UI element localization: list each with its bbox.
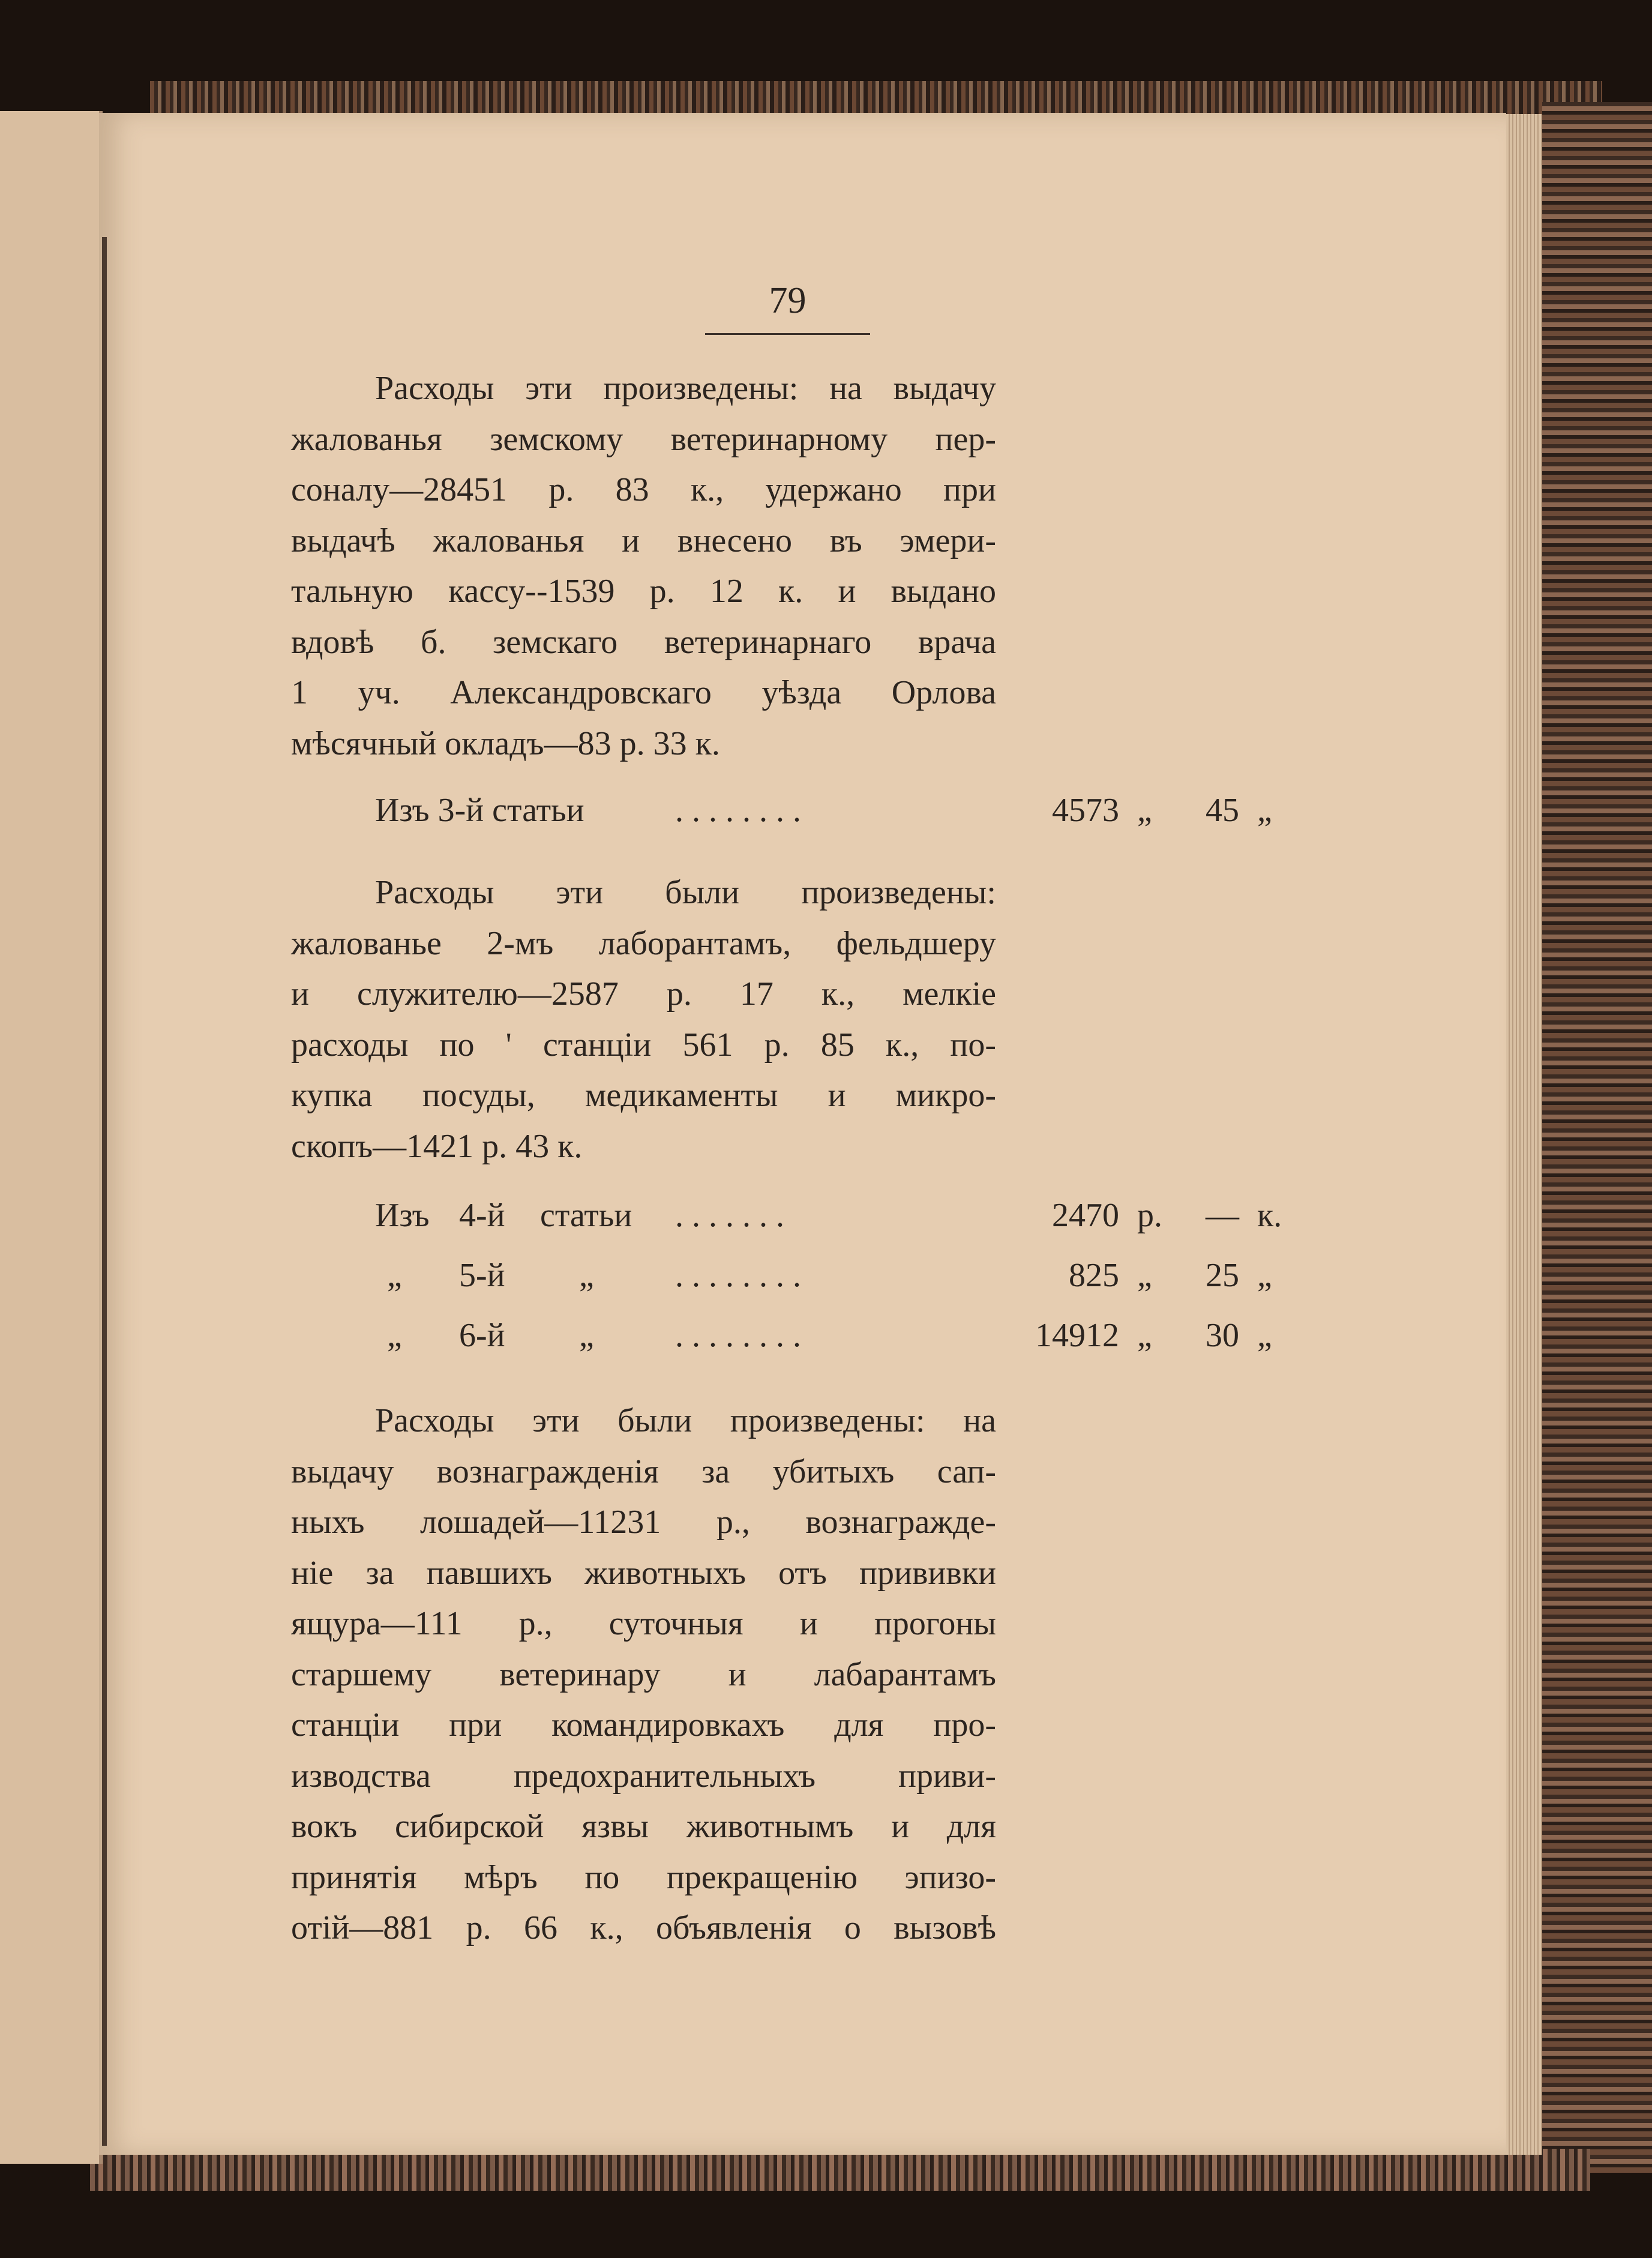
- row-kopecks: 25: [1206, 1257, 1239, 1294]
- row-prefix: „: [387, 1317, 402, 1354]
- row-unit: „: [1257, 1257, 1272, 1294]
- paragraph-line: ящура—111 р., суточныя и прогоны: [291, 1605, 996, 1642]
- row-kopecks: —: [1206, 1197, 1239, 1234]
- paragraph-line: 1 уч. Александровскаго уѣзда Орлова: [291, 674, 996, 711]
- row-amount: 825: [1069, 1257, 1119, 1294]
- paragraph-line: Расходы эти были произведены:: [375, 874, 996, 911]
- paragraph-line: станціи при командировкахъ для про-: [291, 1706, 996, 1744]
- paragraph-line: расходы по ' станціи 561 р. 85 к., по-: [291, 1026, 996, 1064]
- row-unit: р.: [1137, 1197, 1162, 1234]
- paragraph-3: [291, 1395, 996, 1954]
- paragraph-line: жалованье 2-мъ лаборантамъ, фельдшеру: [291, 924, 996, 962]
- row-amount: 4573: [1052, 792, 1119, 829]
- row-unit: „: [1137, 792, 1152, 829]
- paragraph-line: выдачу вознагражденія за убитыхъ сап-: [291, 1453, 996, 1490]
- book-cover-edge-right: [1542, 102, 1652, 2173]
- paragraph-line: мѣсячный окладъ—83 р. 33 к.: [291, 724, 720, 762]
- row-amount: 2470: [1052, 1197, 1119, 1234]
- paragraph-line: вдовѣ б. земскаго ветеринарнаго врача: [291, 623, 996, 661]
- paragraph-line: Расходы эти были произведены: на: [375, 1402, 996, 1439]
- row-unit: „: [1137, 1317, 1152, 1354]
- paragraph-line: отій—881 р. 66 к., объявленія о вызовѣ: [291, 1909, 996, 1946]
- row-unit: „: [1137, 1257, 1152, 1294]
- row-amount: 14912: [1035, 1317, 1119, 1354]
- paragraph-line: Расходы эти произведены: на выдачу: [375, 370, 996, 407]
- row-label: Изъ 3-й статьи: [375, 792, 584, 829]
- left-page-sliver: [0, 111, 103, 2164]
- page-number-rule: [705, 333, 870, 335]
- paragraph-line: купка посуды, медикаменты и микро-: [291, 1077, 996, 1114]
- paragraph-line: и служителю—2587 р. 17 к., мелкіе: [291, 975, 996, 1013]
- paragraph-line: ніе за павшихъ животныхъ отъ прививки: [291, 1554, 996, 1592]
- row-word: статьи: [540, 1197, 632, 1234]
- row-number: 5-й: [459, 1257, 505, 1294]
- binding-gutter: [102, 237, 107, 2146]
- row-kopecks: 45: [1206, 792, 1239, 829]
- expense-row-stat3: [291, 786, 1287, 834]
- paragraph-line: жалованья земскому ветеринарному пер-: [291, 420, 996, 458]
- row-dots: . . . . . . . .: [675, 1317, 801, 1354]
- row-kopecks: 30: [1206, 1317, 1239, 1354]
- paragraph-line: старшему ветеринару и лабарантамъ: [291, 1655, 996, 1693]
- page-stack-edges: [1506, 114, 1542, 2155]
- row-unit: к.: [1257, 1197, 1282, 1234]
- row-word: „: [579, 1257, 594, 1294]
- paragraph-1: [291, 363, 996, 769]
- paragraph-line: принятія мѣръ по прекращенію эпизо-: [291, 1858, 996, 1896]
- row-unit: „: [1257, 792, 1272, 829]
- paragraph-line: скопъ—1421 р. 43 к.: [291, 1127, 583, 1165]
- expense-row: [291, 1311, 1287, 1359]
- paragraph-2: [291, 867, 996, 1172]
- paragraph-line: изводства предохранительныхъ приви-: [291, 1757, 996, 1795]
- row-prefix: Изъ: [375, 1197, 430, 1234]
- paragraph-line: выдачѣ жалованья и внесено въ эмери-: [291, 522, 996, 559]
- expense-row: [291, 1251, 1287, 1299]
- paragraph-line: вокъ сибирской язвы животнымъ и для: [291, 1808, 996, 1845]
- paragraph-line: соналу—28451 р. 83 к., удержано при: [291, 471, 996, 508]
- row-number: 6-й: [459, 1317, 505, 1354]
- paragraph-line: ныхъ лошадей—11231 р., вознагражде-: [291, 1504, 996, 1541]
- row-word: „: [579, 1317, 594, 1354]
- row-prefix: „: [387, 1257, 402, 1294]
- paragraph-line: тальную кассу--1539 р. 12 к. и выдано: [291, 573, 996, 610]
- row-dots: . . . . . . . .: [675, 1257, 801, 1294]
- book-edge-bottom: [90, 2149, 1590, 2191]
- page-number: 79: [769, 280, 806, 321]
- row-number: 4-й: [459, 1197, 505, 1234]
- expense-row: [291, 1191, 1287, 1239]
- row-unit: „: [1257, 1317, 1272, 1354]
- row-dots: . . . . . . . .: [675, 792, 801, 829]
- row-dots: . . . . . . .: [675, 1197, 784, 1234]
